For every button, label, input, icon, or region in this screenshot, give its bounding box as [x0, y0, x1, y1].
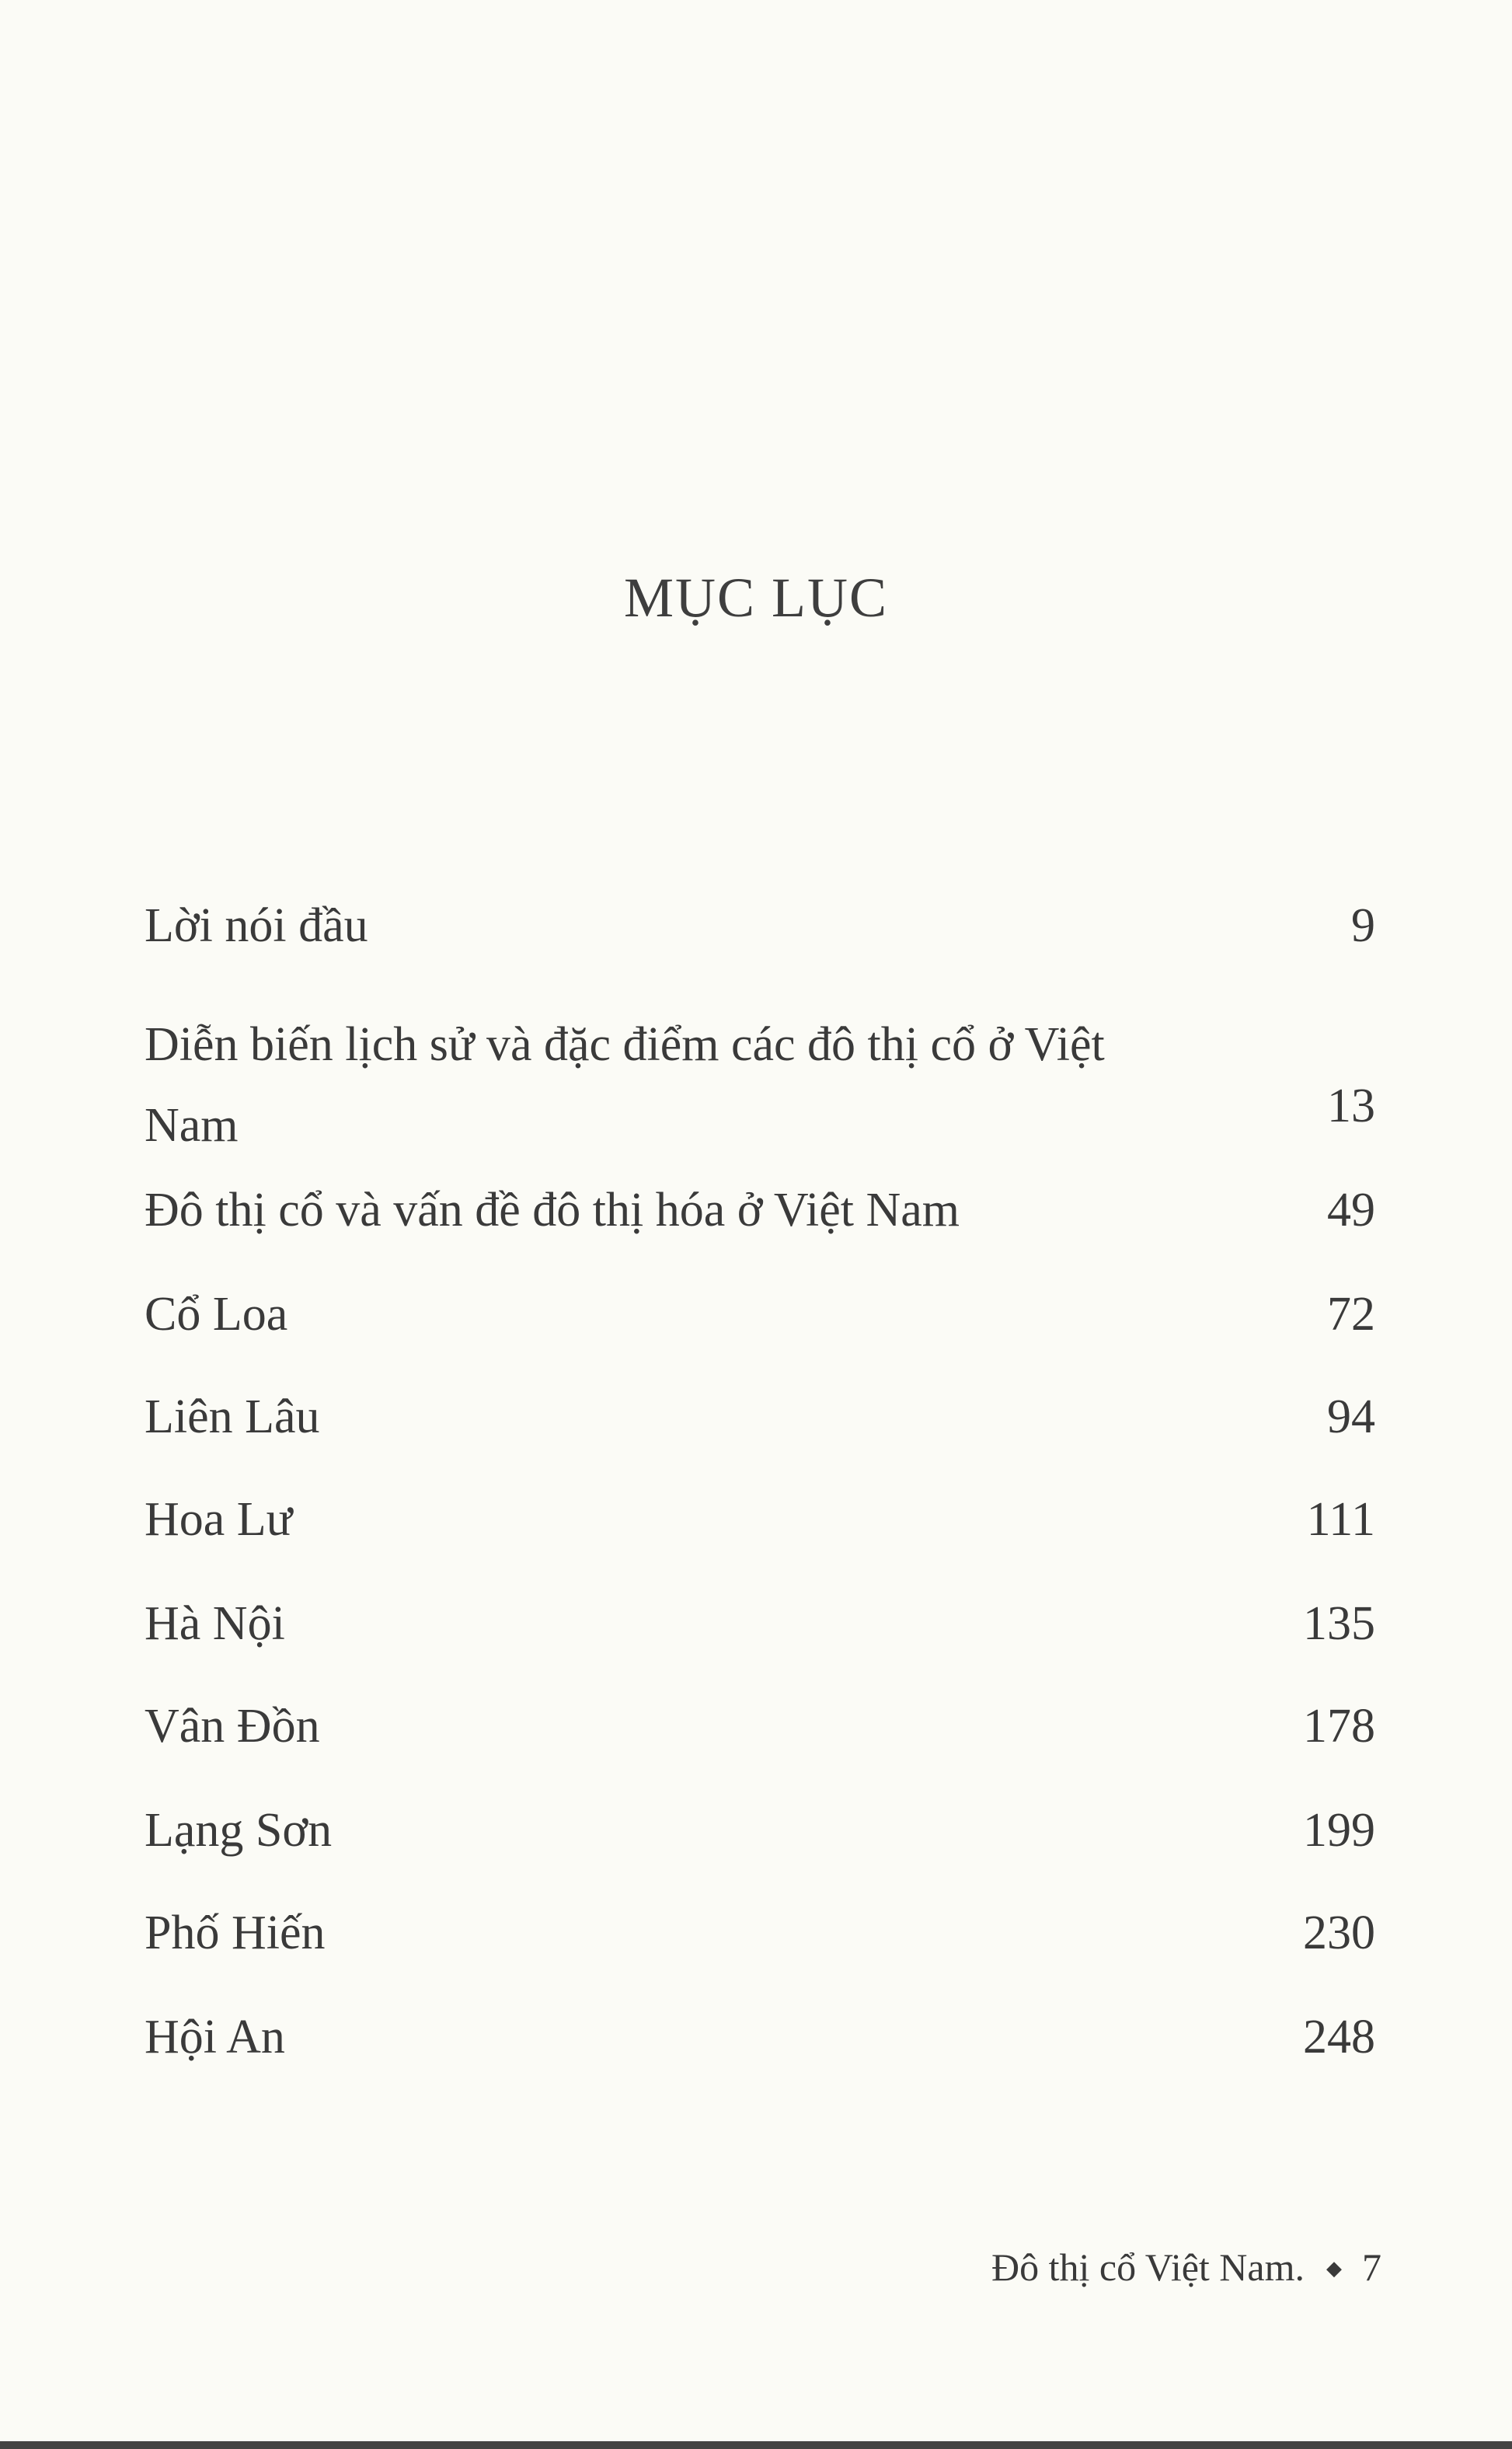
toc-entry-page: 135 [1303, 1597, 1375, 1650]
toc-entry-label: Cổ Loa [145, 1288, 288, 1341]
toc-entry-page: 94 [1327, 1390, 1375, 1443]
footer-book-title: Đô thị cổ Việt Nam. [991, 2245, 1305, 2289]
toc-entry-label: Lời nói đầu [145, 899, 368, 952]
toc-entry-label: Hoa Lư [145, 1493, 293, 1546]
page-bottom-edge [0, 2441, 1512, 2449]
page-footer [991, 2245, 1381, 2290]
toc-entry-page: 199 [1303, 1804, 1375, 1857]
toc-entry-page: 72 [1327, 1288, 1375, 1341]
toc-entry-label: Hội An [145, 2011, 285, 2064]
toc-entry-label: Hà Nội [145, 1597, 285, 1650]
toc-entry-page: 9 [1351, 899, 1375, 952]
toc-entry-label: Liên Lâu [145, 1390, 320, 1443]
toc-entry-label: Diễn biến lịch sử và đặc điểm các đô thị cổ ở Việt Nam [145, 1018, 1105, 1152]
toc-entry-label: Lạng Sơn [145, 1804, 333, 1857]
toc-entry-page: 178 [1303, 1700, 1375, 1753]
toc-entry-page: 248 [1303, 2011, 1375, 2064]
toc-entry-label: Phố Hiến [145, 1907, 326, 1959]
toc-entry-page: 111 [1306, 1493, 1375, 1546]
toc-entry-label: Đô thị cổ và vấn đề đô thị hóa ở Việt Nam [145, 1184, 960, 1237]
toc-entry-label: Vân Đồn [145, 1700, 320, 1753]
footer-page-number: 7 [1362, 2245, 1381, 2289]
toc-entry-page: 13 [1327, 1080, 1375, 1132]
toc-entry-page: 49 [1327, 1184, 1375, 1237]
toc-entry-page: 230 [1303, 1907, 1375, 1959]
page-title: MỤC LỤC [623, 567, 889, 629]
diamond-separator-icon: ◆ [1326, 2256, 1342, 2280]
